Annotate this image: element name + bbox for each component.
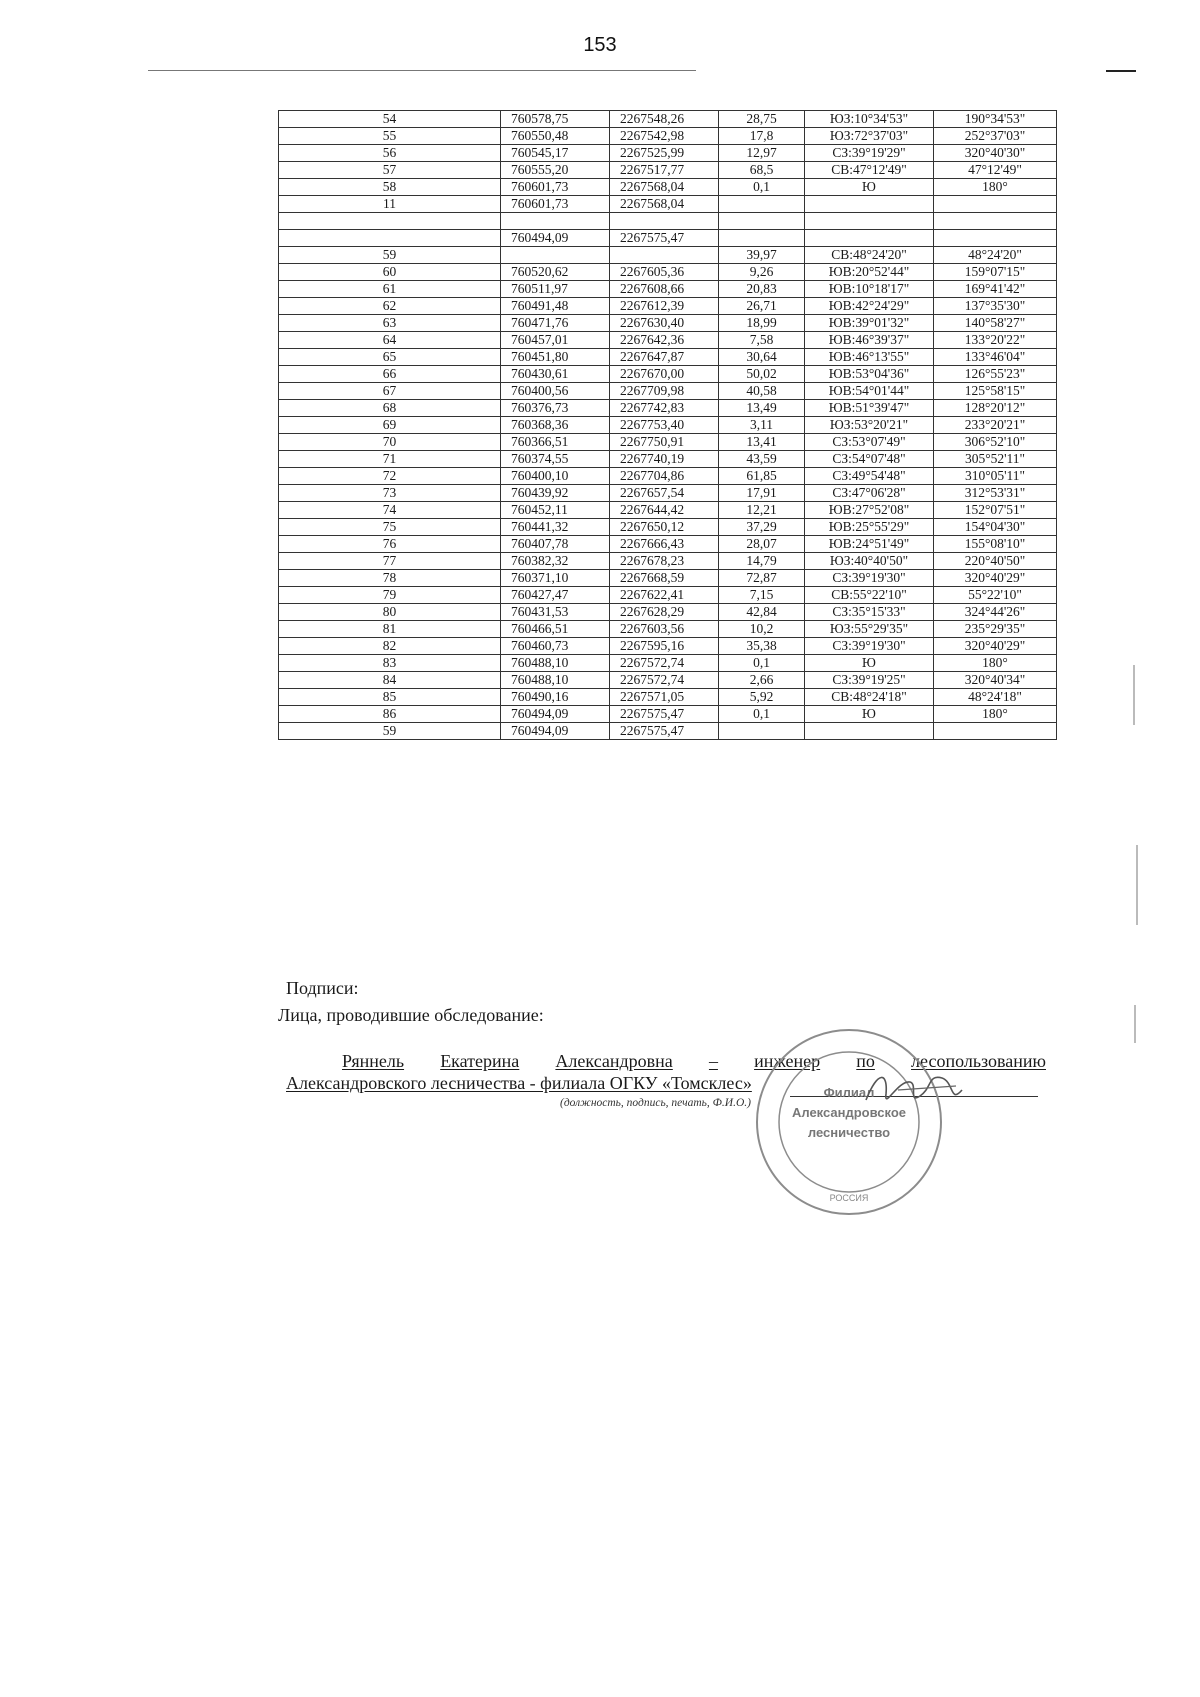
table-row (279, 213, 1057, 230)
point-number-cell: 71 (279, 451, 501, 468)
point-number-cell: 59 (279, 723, 501, 740)
point-number-cell: 76 (279, 536, 501, 553)
header-rule-right (1106, 70, 1136, 72)
rumb-cell: СЗ:39°19'30" (805, 570, 934, 587)
table-row (279, 621, 1057, 638)
point-number-cell: 77 (279, 553, 501, 570)
y-coordinate-cell: 2267657,54 (610, 485, 719, 502)
signature-caption: (должность, подпись, печать, Ф.И.О.) (560, 1097, 751, 1109)
y-coordinate-cell: 2267548,26 (610, 111, 719, 128)
rumb-cell (805, 213, 934, 230)
x-coordinate-cell: 760578,75 (501, 111, 610, 128)
x-coordinate-cell: 760555,20 (501, 162, 610, 179)
point-number-cell: 63 (279, 315, 501, 332)
point-number-cell: 68 (279, 400, 501, 417)
y-coordinate-cell: 2267572,74 (610, 655, 719, 672)
signer-word: инженер (754, 1051, 821, 1071)
rumb-cell: ЮВ:53°04'36" (805, 366, 934, 383)
y-coordinate-cell: 2267644,42 (610, 502, 719, 519)
length-cell: 28,75 (719, 111, 805, 128)
scan-edge-mark (1136, 845, 1138, 925)
y-coordinate-cell: 2267572,74 (610, 672, 719, 689)
azimuth-cell: 310°05'11" (934, 468, 1057, 485)
y-coordinate-cell: 2267753,40 (610, 417, 719, 434)
azimuth-cell: 133°20'22" (934, 332, 1057, 349)
rumb-cell: ЮВ:42°24'29" (805, 298, 934, 315)
table-row (279, 604, 1057, 621)
point-number-cell: 62 (279, 298, 501, 315)
point-number-cell: 57 (279, 162, 501, 179)
x-coordinate-cell: 760427,47 (501, 587, 610, 604)
point-number-cell: 74 (279, 502, 501, 519)
point-number-cell: 60 (279, 264, 501, 281)
rumb-cell: ЮВ:24°51'49" (805, 536, 934, 553)
azimuth-cell: 305°52'11" (934, 451, 1057, 468)
point-number-cell: 73 (279, 485, 501, 502)
rumb-cell: СЗ:39°19'29" (805, 145, 934, 162)
rumb-cell: ЮВ:51°39'47" (805, 400, 934, 417)
table-row (279, 332, 1057, 349)
x-coordinate-cell: 760601,73 (501, 179, 610, 196)
x-coordinate-cell: 760460,73 (501, 638, 610, 655)
rumb-cell (805, 723, 934, 740)
coordinates-table-body (279, 111, 1057, 740)
signer-word: Александровна (555, 1051, 673, 1071)
table-row (279, 179, 1057, 196)
length-cell: 10,2 (719, 621, 805, 638)
x-coordinate-cell: 760491,48 (501, 298, 610, 315)
table-row (279, 485, 1057, 502)
azimuth-cell: 155°08'10" (934, 536, 1057, 553)
table-row (279, 672, 1057, 689)
y-coordinate-cell: 2267750,91 (610, 434, 719, 451)
azimuth-cell: 252°37'03" (934, 128, 1057, 145)
signer-word: – (708, 1051, 718, 1071)
y-coordinate-cell: 2267517,77 (610, 162, 719, 179)
point-number-cell: 84 (279, 672, 501, 689)
table-row (279, 383, 1057, 400)
stamp-line-2: Александровское (791, 1105, 907, 1120)
y-coordinate-cell: 2267612,39 (610, 298, 719, 315)
azimuth-cell: 233°20'21" (934, 417, 1057, 434)
azimuth-cell (934, 213, 1057, 230)
length-cell (719, 213, 805, 230)
y-coordinate-cell: 2267575,47 (610, 723, 719, 740)
point-number-cell: 56 (279, 145, 501, 162)
rumb-cell: СЗ:47°06'28" (805, 485, 934, 502)
azimuth-cell: 55°22'10" (934, 587, 1057, 604)
length-cell: 13,41 (719, 434, 805, 451)
signer-organization-line: Александровского лесничества - филиала ОГКУ «Томсклес» (286, 1073, 752, 1093)
table-row (279, 264, 1057, 281)
point-number-cell: 79 (279, 587, 501, 604)
y-coordinate-cell: 2267568,04 (610, 196, 719, 213)
point-number-cell: 85 (279, 689, 501, 706)
rumb-cell: Ю (805, 655, 934, 672)
length-cell: 43,59 (719, 451, 805, 468)
azimuth-cell: 180° (934, 706, 1057, 723)
x-coordinate-cell: 760451,80 (501, 349, 610, 366)
table-row (279, 655, 1057, 672)
azimuth-cell: 180° (934, 179, 1057, 196)
point-number-cell (279, 230, 501, 247)
stamp-bottom-text: РОССИЯ (829, 1193, 869, 1203)
azimuth-cell: 125°58'15" (934, 383, 1057, 400)
x-coordinate-cell: 760520,62 (501, 264, 610, 281)
table-row (279, 298, 1057, 315)
point-number-cell: 81 (279, 621, 501, 638)
point-number-cell: 59 (279, 247, 501, 264)
y-coordinate-cell: 2267709,98 (610, 383, 719, 400)
point-number-cell: 70 (279, 434, 501, 451)
point-number-cell: 83 (279, 655, 501, 672)
azimuth-cell: 133°46'04" (934, 349, 1057, 366)
point-number-cell (279, 213, 501, 230)
rumb-cell: ЮВ:25°55'29" (805, 519, 934, 536)
azimuth-cell: 306°52'10" (934, 434, 1057, 451)
rumb-cell: ЮЗ:53°20'21" (805, 417, 934, 434)
length-cell: 50,02 (719, 366, 805, 383)
point-number-cell: 66 (279, 366, 501, 383)
x-coordinate-cell: 760457,01 (501, 332, 610, 349)
length-cell (719, 196, 805, 213)
table-row (279, 468, 1057, 485)
x-coordinate-cell: 760441,32 (501, 519, 610, 536)
signer-word: лесопользованию (911, 1051, 1046, 1071)
point-number-cell: 58 (279, 179, 501, 196)
rumb-cell: ЮЗ:40°40'50" (805, 553, 934, 570)
rumb-cell: ЮВ:20°52'44" (805, 264, 934, 281)
azimuth-cell: 190°34'53" (934, 111, 1057, 128)
table-row (279, 587, 1057, 604)
azimuth-cell: 137°35'30" (934, 298, 1057, 315)
y-coordinate-cell: 2267668,59 (610, 570, 719, 587)
length-cell: 3,11 (719, 417, 805, 434)
table-row (279, 434, 1057, 451)
rumb-cell: СВ:55°22'10" (805, 587, 934, 604)
azimuth-cell (934, 196, 1057, 213)
length-cell: 7,58 (719, 332, 805, 349)
page-number: 153 (583, 34, 617, 56)
stamp-line-3: лесничество (807, 1125, 891, 1140)
azimuth-cell: 320°40'29" (934, 638, 1057, 655)
y-coordinate-cell: 2267605,36 (610, 264, 719, 281)
table-row (279, 281, 1057, 298)
x-coordinate-cell: 760494,09 (501, 706, 610, 723)
y-coordinate-cell (610, 247, 719, 264)
rumb-cell (805, 230, 934, 247)
point-number-cell: 65 (279, 349, 501, 366)
signatures-subtitle: Лица, проводившие обследование: (278, 1005, 544, 1025)
table-row (279, 638, 1057, 655)
table-row (279, 417, 1057, 434)
length-cell (719, 230, 805, 247)
length-cell: 17,8 (719, 128, 805, 145)
azimuth-cell: 180° (934, 655, 1057, 672)
table-row (279, 196, 1057, 213)
length-cell: 2,66 (719, 672, 805, 689)
table-row (279, 349, 1057, 366)
azimuth-cell: 320°40'30" (934, 145, 1057, 162)
rumb-cell: СЗ:54°07'48" (805, 451, 934, 468)
y-coordinate-cell: 2267647,87 (610, 349, 719, 366)
y-coordinate-cell: 2267642,36 (610, 332, 719, 349)
x-coordinate-cell (501, 213, 610, 230)
point-number-cell: 11 (279, 196, 501, 213)
rumb-cell: ЮЗ:10°34'53" (805, 111, 934, 128)
table-row (279, 451, 1057, 468)
length-cell: 40,58 (719, 383, 805, 400)
scan-edge-mark (1133, 665, 1135, 725)
rumb-cell: ЮВ:10°18'17" (805, 281, 934, 298)
x-coordinate-cell: 760368,36 (501, 417, 610, 434)
signatures-title: Подписи: (286, 978, 359, 998)
handwritten-signature (858, 1060, 968, 1120)
x-coordinate-cell: 760400,10 (501, 468, 610, 485)
rumb-cell: СВ:48°24'18" (805, 689, 934, 706)
length-cell: 39,97 (719, 247, 805, 264)
y-coordinate-cell: 2267525,99 (610, 145, 719, 162)
point-number-cell: 80 (279, 604, 501, 621)
length-cell: 12,21 (719, 502, 805, 519)
length-cell: 9,26 (719, 264, 805, 281)
x-coordinate-cell: 760488,10 (501, 672, 610, 689)
rumb-cell: СВ:48°24'20" (805, 247, 934, 264)
point-number-cell: 78 (279, 570, 501, 587)
rumb-cell: СЗ:53°07'49" (805, 434, 934, 451)
length-cell: 14,79 (719, 553, 805, 570)
table-row (279, 366, 1057, 383)
rumb-cell: ЮВ:54°01'44" (805, 383, 934, 400)
table-row (279, 400, 1057, 417)
x-coordinate-cell: 760494,09 (501, 723, 610, 740)
length-cell: 0,1 (719, 179, 805, 196)
x-coordinate-cell (501, 247, 610, 264)
table-row (279, 247, 1057, 264)
x-coordinate-cell: 760430,61 (501, 366, 610, 383)
point-number-cell: 61 (279, 281, 501, 298)
x-coordinate-cell: 760431,53 (501, 604, 610, 621)
x-coordinate-cell: 760494,09 (501, 230, 610, 247)
length-cell: 72,87 (719, 570, 805, 587)
rumb-cell: СЗ:35°15'33" (805, 604, 934, 621)
length-cell: 13,49 (719, 400, 805, 417)
y-coordinate-cell: 2267678,23 (610, 553, 719, 570)
table-row (279, 502, 1057, 519)
x-coordinate-cell: 760371,10 (501, 570, 610, 587)
y-coordinate-cell: 2267650,12 (610, 519, 719, 536)
rumb-cell: Ю (805, 179, 934, 196)
azimuth-cell: 320°40'34" (934, 672, 1057, 689)
azimuth-cell (934, 723, 1057, 740)
table-row (279, 128, 1057, 145)
y-coordinate-cell: 2267542,98 (610, 128, 719, 145)
length-cell: 42,84 (719, 604, 805, 621)
length-cell: 61,85 (719, 468, 805, 485)
table-row (279, 706, 1057, 723)
rumb-cell (805, 196, 934, 213)
x-coordinate-cell: 760452,11 (501, 502, 610, 519)
length-cell: 7,15 (719, 587, 805, 604)
azimuth-cell: 235°29'35" (934, 621, 1057, 638)
table-row (279, 519, 1057, 536)
x-coordinate-cell: 760601,73 (501, 196, 610, 213)
rumb-cell: Ю (805, 706, 934, 723)
table-row (279, 315, 1057, 332)
length-cell: 28,07 (719, 536, 805, 553)
azimuth-cell: 48°24'20" (934, 247, 1057, 264)
y-coordinate-cell: 2267740,19 (610, 451, 719, 468)
y-coordinate-cell: 2267670,00 (610, 366, 719, 383)
y-coordinate-cell: 2267595,16 (610, 638, 719, 655)
point-number-cell: 72 (279, 468, 501, 485)
x-coordinate-cell: 760511,97 (501, 281, 610, 298)
azimuth-cell: 126°55'23" (934, 366, 1057, 383)
header-rule (148, 70, 696, 71)
rumb-cell: СЗ:39°19'30" (805, 638, 934, 655)
stamp-line-1: Филиал (823, 1085, 875, 1100)
table-row (279, 536, 1057, 553)
signer-word: Екатерина (440, 1051, 520, 1071)
point-number-cell: 75 (279, 519, 501, 536)
y-coordinate-cell: 2267608,66 (610, 281, 719, 298)
azimuth-cell: 48°24'18" (934, 689, 1057, 706)
x-coordinate-cell: 760374,55 (501, 451, 610, 468)
y-coordinate-cell: 2267630,40 (610, 315, 719, 332)
signer-word: Ряннель (342, 1051, 405, 1071)
length-cell: 5,92 (719, 689, 805, 706)
signer-word: по (856, 1051, 875, 1071)
y-coordinate-cell: 2267742,83 (610, 400, 719, 417)
y-coordinate-cell: 2267628,29 (610, 604, 719, 621)
x-coordinate-cell: 760400,56 (501, 383, 610, 400)
x-coordinate-cell: 760466,51 (501, 621, 610, 638)
table-row (279, 111, 1057, 128)
length-cell: 26,71 (719, 298, 805, 315)
point-number-cell: 67 (279, 383, 501, 400)
point-number-cell: 54 (279, 111, 501, 128)
azimuth-cell (934, 230, 1057, 247)
length-cell: 20,83 (719, 281, 805, 298)
azimuth-cell: 47°12'49" (934, 162, 1057, 179)
length-cell: 17,91 (719, 485, 805, 502)
table-row (279, 145, 1057, 162)
length-cell: 37,29 (719, 519, 805, 536)
table-row (279, 553, 1057, 570)
stamp-outer-ring (757, 1030, 941, 1214)
table-row (279, 570, 1057, 587)
y-coordinate-cell: 2267622,41 (610, 587, 719, 604)
scan-edge-mark (1134, 1005, 1136, 1043)
rumb-cell: ЮВ:46°39'37" (805, 332, 934, 349)
azimuth-cell: 312°53'31" (934, 485, 1057, 502)
point-number-cell: 86 (279, 706, 501, 723)
rumb-cell: СЗ:39°19'25" (805, 672, 934, 689)
x-coordinate-cell: 760407,78 (501, 536, 610, 553)
rumb-cell: ЮЗ:55°29'35" (805, 621, 934, 638)
table-row (279, 723, 1057, 740)
length-cell: 35,38 (719, 638, 805, 655)
rumb-cell: СВ:47°12'49" (805, 162, 934, 179)
y-coordinate-cell: 2267603,56 (610, 621, 719, 638)
table-row (279, 689, 1057, 706)
azimuth-cell: 152°07'51" (934, 502, 1057, 519)
x-coordinate-cell: 760471,76 (501, 315, 610, 332)
table-row (279, 230, 1057, 247)
azimuth-cell: 220°40'50" (934, 553, 1057, 570)
x-coordinate-cell: 760550,48 (501, 128, 610, 145)
point-number-cell: 69 (279, 417, 501, 434)
length-cell: 18,99 (719, 315, 805, 332)
azimuth-cell: 128°20'12" (934, 400, 1057, 417)
x-coordinate-cell: 760376,73 (501, 400, 610, 417)
azimuth-cell: 140°58'27" (934, 315, 1057, 332)
y-coordinate-cell (610, 213, 719, 230)
official-stamp (752, 1025, 946, 1219)
rumb-cell: ЮЗ:72°37'03" (805, 128, 934, 145)
y-coordinate-cell: 2267575,47 (610, 706, 719, 723)
y-coordinate-cell: 2267704,86 (610, 468, 719, 485)
length-cell: 0,1 (719, 706, 805, 723)
point-number-cell: 82 (279, 638, 501, 655)
point-number-cell: 55 (279, 128, 501, 145)
x-coordinate-cell: 760439,92 (501, 485, 610, 502)
table-row (279, 162, 1057, 179)
y-coordinate-cell: 2267666,43 (610, 536, 719, 553)
length-cell: 12,97 (719, 145, 805, 162)
azimuth-cell: 159°07'15" (934, 264, 1057, 281)
y-coordinate-cell: 2267575,47 (610, 230, 719, 247)
rumb-cell: СЗ:49°54'48" (805, 468, 934, 485)
rumb-cell: ЮВ:27°52'08" (805, 502, 934, 519)
rumb-cell: ЮВ:46°13'55" (805, 349, 934, 366)
length-cell: 30,64 (719, 349, 805, 366)
azimuth-cell: 324°44'26" (934, 604, 1057, 621)
length-cell: 0,1 (719, 655, 805, 672)
x-coordinate-cell: 760490,16 (501, 689, 610, 706)
length-cell (719, 723, 805, 740)
azimuth-cell: 154°04'30" (934, 519, 1057, 536)
azimuth-cell: 320°40'29" (934, 570, 1057, 587)
azimuth-cell: 169°41'42" (934, 281, 1057, 298)
y-coordinate-cell: 2267571,05 (610, 689, 719, 706)
rumb-cell: ЮВ:39°01'32" (805, 315, 934, 332)
point-number-cell: 64 (279, 332, 501, 349)
coordinates-table (278, 110, 1057, 740)
x-coordinate-cell: 760366,51 (501, 434, 610, 451)
x-coordinate-cell: 760382,32 (501, 553, 610, 570)
length-cell: 68,5 (719, 162, 805, 179)
y-coordinate-cell: 2267568,04 (610, 179, 719, 196)
x-coordinate-cell: 760545,17 (501, 145, 610, 162)
x-coordinate-cell: 760488,10 (501, 655, 610, 672)
